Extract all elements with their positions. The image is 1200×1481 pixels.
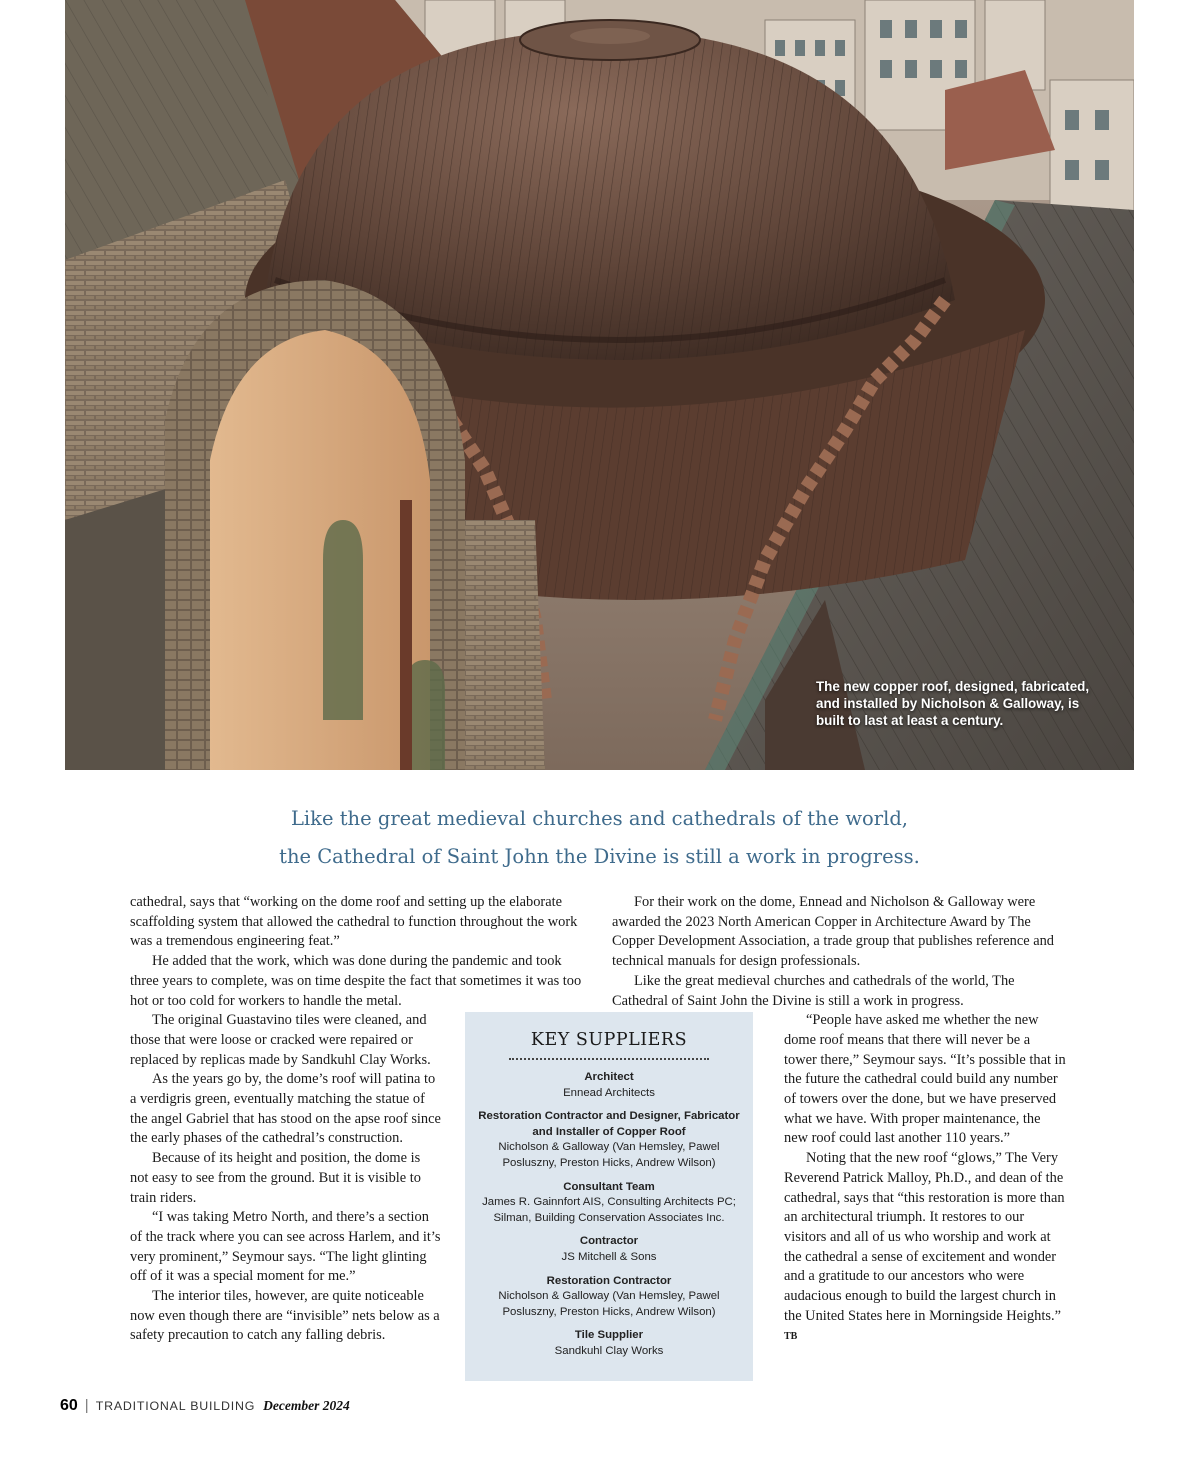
supplier-entry: [475, 1180, 743, 1227]
page-footer: [60, 1397, 350, 1415]
paragraph: Noting that the new roof “glows,” The Very Reverend Patrick Malloy, Ph.D., and dean of the cathedral, says that “this restoration is more than an architectural triumph. It restores to our visitors and all of us who worship and work at the cathedral a sense of excitement and wonder and a gratitude to our ancestors who were audacious enough to build the largest church in the United States here in Morningside Heights.” TB: [784, 1150, 1065, 1343]
paragraph: Because of its height and position, the dome is not easy to see from the ground. But it is visible to train riders.: [130, 1150, 421, 1206]
key-suppliers-title: KEY SUPPLIERS: [530, 1030, 688, 1050]
paragraph: Like the great medieval churches and cathedrals of the world, The Cathedral of Saint John the Divine is still a work in progress.: [612, 972, 1015, 1009]
paragraph: The original Guastavino tiles were cleaned, and those that were loose or cracked were repaired or replaced by replicas made by Sandkuhl Clay Works.: [130, 1012, 431, 1068]
supplier-entry: [475, 1328, 743, 1359]
supplier-entry: [475, 1109, 743, 1171]
key-suppliers-box: [465, 1012, 753, 1381]
supplier-role: Contractor: [579, 1235, 639, 1248]
issue-date: December 2024: [263, 1398, 350, 1413]
dome-illustration: [65, 0, 1134, 770]
supplier-entry: [475, 1070, 743, 1101]
supplier-role: Consultant Team: [563, 1180, 655, 1193]
dotted-divider: [509, 1058, 709, 1060]
paragraph: He added that the work, which was done during the pandemic and took three years to complete, was on time despite the fact that sometimes it was too hot or too cold for workers to handle the metal.: [130, 953, 582, 1009]
paragraph: “People have asked me whether the new dome roof means that there will never be a tower there,” Seymour says. “It’s possible that in the future the cathedral could build any number of towers over the done, but we have preserved what we have. With proper maintenance, the new roof could last another 110 years.”: [784, 1012, 1066, 1147]
supplier-name: Ennead Architects: [563, 1086, 655, 1099]
supplier-role: Tile Supplier: [574, 1329, 644, 1342]
pull-quote-line-1: Like the great medieval churches and cathedrals of the world,: [290, 807, 908, 830]
paragraph: “I was taking Metro North, and there’s a section of the track where you can see across Harlem, and it’s very prominent,” Seymour says. “The light glinting off of it was a special moment for me.”: [130, 1209, 441, 1285]
paragraph: cathedral, says that “working on the dome roof and setting up the elaborate scaffolding system that allowed the cathedral to function throughout the work was a tremendous engineering feat.”: [130, 894, 578, 950]
paragraph: The interior tiles, however, are quite noticeable now even though there are “invisible” nets below as a safety precaution to catch any falling debris.: [130, 1288, 440, 1344]
pull-quote: [65, 800, 1134, 876]
photo-caption: The new copper roof, designed, fabricated, and installed by Nicholson & Galloway, is built to last at least a century.: [816, 679, 1090, 728]
supplier-name: Nicholson & Galloway (Van Hemsley, Pawel Posluszny, Preston Hicks, Andrew Wilson): [498, 1141, 720, 1169]
supplier-name: Sandkuhl Clay Works: [554, 1344, 664, 1357]
supplier-role: Restoration Contractor: [546, 1274, 672, 1287]
supplier-entry: [475, 1234, 743, 1265]
footer-separator: |: [84, 1397, 89, 1414]
supplier-role: Restoration Contractor and Designer, Fabricator and Installer of Copper Roof: [478, 1110, 740, 1138]
supplier-role: Architect: [584, 1071, 634, 1083]
page-number: 60: [60, 1397, 78, 1414]
hero-photo: [65, 0, 1134, 770]
pull-quote-line-2: the Cathedral of Saint John the Divine is still a work in progress.: [279, 845, 920, 868]
supplier-entry: [475, 1274, 743, 1321]
magazine-name: TRADITIONAL BUILDING: [95, 1399, 256, 1413]
supplier-name: JS Mitchell & Sons: [561, 1250, 657, 1263]
paragraph: As the years go by, the dome’s roof will patina to a verdigris green, eventually matching the statue of the angel Gabriel that has stood on the apse roof since the early phases of the cathedral’s construction.: [130, 1071, 441, 1147]
paragraph: For their work on the dome, Ennead and Nicholson & Galloway were awarded the 2023 North American Copper in Architecture Award by The Copper Development Association, a trade group that publishes reference and technical manuals for design professionals.: [612, 894, 1054, 970]
end-mark: TB: [784, 1331, 798, 1343]
supplier-name: James R. Gainnfort AIS, Consulting Architects PC; Silman, Building Conservation Associates Inc.: [482, 1196, 736, 1224]
supplier-name: Nicholson & Galloway (Van Hemsley, Pawel Posluszny, Preston Hicks, Andrew Wilson): [498, 1290, 720, 1318]
